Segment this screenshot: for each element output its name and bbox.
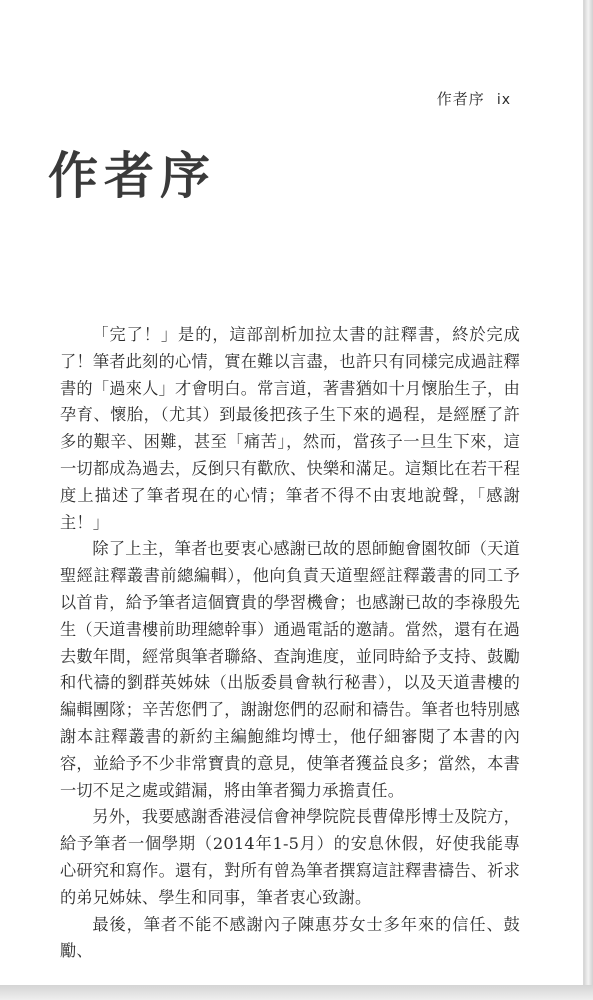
paragraph-4: 最後，筆者不能不感謝內子陳惠芬女士多年來的信任、鼓勵、 <box>60 914 520 961</box>
paragraph-2: 除了上主，筆者也要衷心感謝已故的恩師鮑會園牧師（天道聖經註釋叢書前總編輯），他向負責天道聖經註釋叢書的同工予以首肯，給予筆者這個寶貴的學習機會；也感謝已故的李祿殷先生（天道書樓前助理總幹事）通過電話的邀請。當然，還有在過去數年間，經常與筆者聯絡、查詢進度，並同時給予支持、鼓勵和代禱的劉群英姊妹（出版委員會執行秘書），以及天道書樓的編輯團隊；辛苦您們了，謝謝您們的忍耐和禱告。筆者也特別感謝本註釋叢書的新約主編鮑維均博士，他仔細審閱了本書的內容，並給予不少非常寶貴的意見，使筆者獲益良多；當然，本書一切不足之處或錯漏，將由筆者獨力承擔責任。 <box>60 539 520 800</box>
page-edge-right <box>585 0 593 1000</box>
body-text <box>60 322 520 965</box>
chapter-title: 作者序 <box>48 147 216 205</box>
paragraph-1: 「完了！」是的，這部剖析加拉太書的註釋書，終於完成了！筆者此刻的心情，實在難以言盡，也許只有同樣完成過註釋書的「過來人」才會明白。常言道，著書猶如十月懷胎生子，由孕育、懷胎，（尤其）到最後把孩子生下來的過程，是經歷了許多的艱辛、困難，甚至「痛苦」，然而，當孩子一旦生下來，這一切都成為過去，反倒只有歡欣、快樂和滿足。這類比在若干程度上描述了筆者現在的心情；筆者不得不由衷地說聲，「感謝主！」 <box>60 325 520 532</box>
paragraph-3: 另外，我要感謝香港浸信會神學院院長曹偉彤博士及院方，給予筆者一個學期（2014年1-5月）的安息休假，好使我能專心研究和寫作。還有，對所有曾為筆者撰寫這註釋書禱告、祈求的弟兄姊妹、學生和同事，筆者衷心致謝。 <box>60 807 520 907</box>
page-number: ix <box>496 92 511 108</box>
running-head-title: 作者序 <box>436 90 485 108</box>
page-edge-bottom <box>0 985 593 1000</box>
running-head <box>437 88 511 109</box>
